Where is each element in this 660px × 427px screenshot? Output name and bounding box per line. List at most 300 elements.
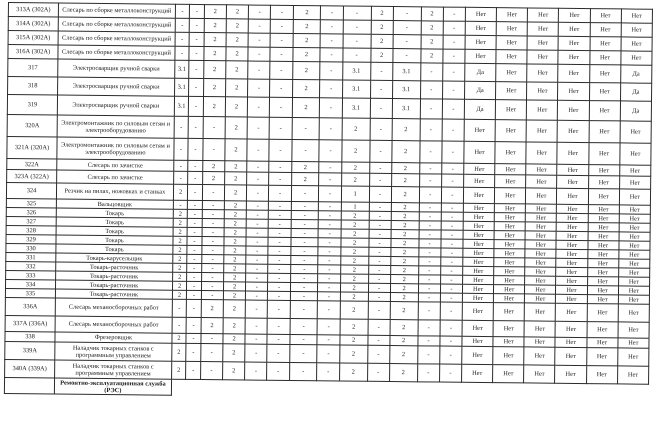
guarantee-cell: Нет xyxy=(464,174,495,187)
row-occupation: Слесарь по сборке металлоконструкций xyxy=(58,45,175,60)
factor-class-cell: - xyxy=(441,203,463,212)
factor-class-cell: - xyxy=(418,302,440,320)
factor-class-cell: - xyxy=(289,344,317,362)
guarantee-cell: Нет xyxy=(525,222,556,231)
factor-class-cell: 2 xyxy=(204,5,226,19)
factor-class-cell: - xyxy=(290,255,318,264)
factor-class-cell: - xyxy=(319,211,341,220)
guarantee-cell: Нет xyxy=(462,320,493,336)
factor-class-cell: - xyxy=(420,81,442,99)
factor-class-cell: - xyxy=(440,293,462,302)
guarantee-cell: Нет xyxy=(618,304,649,322)
factor-class-cell: 2 xyxy=(172,281,187,290)
row-code: 323А (322А) xyxy=(7,169,57,183)
factor-class-cell: 2 xyxy=(204,47,226,61)
factor-class-cell: - xyxy=(290,318,318,334)
factor-class-cell: - xyxy=(270,117,292,139)
row-occupation: Токарь xyxy=(56,244,173,254)
factor-class-cell: 2 xyxy=(226,19,248,33)
factor-class-cell: - xyxy=(369,220,391,229)
row-code: 328 xyxy=(6,225,56,235)
factor-class-cell: - xyxy=(187,218,202,227)
guarantee-cell: Нет xyxy=(526,142,557,164)
factor-class-cell: 2 xyxy=(371,6,393,20)
factor-class-cell: - xyxy=(319,186,341,202)
guarantee-cell: Нет xyxy=(588,189,619,205)
row-code: 316А (302А) xyxy=(8,45,58,60)
factor-class-cell: - xyxy=(368,256,390,265)
factor-class-cell: - xyxy=(368,247,390,256)
factor-class-cell: 2 xyxy=(341,173,369,186)
guarantee-cell: Нет xyxy=(619,250,650,259)
factor-class-cell: 2 xyxy=(390,302,418,320)
guarantee-cell: Нет xyxy=(462,284,493,293)
guarantee-cell: Нет xyxy=(621,9,652,23)
guarantee-cell: Нет xyxy=(555,337,586,347)
guarantee-cell: Нет xyxy=(557,188,588,204)
factor-class-cell: 2 xyxy=(390,275,418,284)
factor-class-cell: - xyxy=(246,264,268,273)
factor-class-cell: - xyxy=(267,318,289,334)
factor-class-cell: 2 xyxy=(390,257,418,266)
guarantee-cell: Нет xyxy=(494,258,525,267)
factor-class-cell: - xyxy=(267,362,289,380)
factor-class-cell: - xyxy=(419,230,441,239)
factor-class-cell: - xyxy=(441,187,463,203)
guarantee-cell: Нет xyxy=(527,50,558,64)
factor-class-cell: 2 xyxy=(225,97,247,117)
factor-class-cell: - xyxy=(290,273,318,282)
factor-class-cell: - xyxy=(317,345,339,363)
factor-class-cell: - xyxy=(291,219,319,228)
factor-class-cell: - xyxy=(202,219,224,228)
factor-class-cell: - xyxy=(441,239,463,248)
factor-class-cell: 2 xyxy=(224,228,246,237)
factor-class-cell: 2 xyxy=(173,254,188,263)
factor-class-cell: - xyxy=(318,238,340,247)
factor-class-cell: - xyxy=(368,265,390,274)
factor-class-cell: - xyxy=(270,47,292,61)
guarantee-cell: Нет xyxy=(618,268,649,277)
factor-class-cell: - xyxy=(440,302,462,320)
factor-class-cell: 2 xyxy=(224,219,246,228)
row-code: 336А xyxy=(5,297,55,316)
factor-class-cell: 2 xyxy=(226,33,248,47)
guarantee-cell: Нет xyxy=(525,231,556,240)
guarantee-cell: Нет xyxy=(462,346,493,364)
factor-class-cell: - xyxy=(318,301,340,319)
factor-class-cell: - xyxy=(368,283,390,292)
factor-class-cell: - xyxy=(343,20,371,34)
row-code: 330 xyxy=(6,243,56,253)
factor-class-cell: - xyxy=(318,274,340,283)
guarantee-cell: Нет xyxy=(462,336,493,346)
guarantee-cell: Нет xyxy=(495,142,526,164)
factor-class-cell: 2 xyxy=(390,320,418,336)
guarantee-cell: Нет xyxy=(557,120,588,142)
guarantee-cell: Нет xyxy=(524,347,555,365)
factor-class-cell: 2 xyxy=(292,79,320,97)
guarantee-cell: Да xyxy=(465,81,496,99)
factor-class-cell: - xyxy=(175,18,190,32)
factor-class-cell: - xyxy=(443,49,465,63)
guarantee-cell: Нет xyxy=(464,163,495,174)
guarantee-cell: Нет xyxy=(620,143,652,165)
factor-class-cell: - xyxy=(247,172,269,185)
guarantee-cell: Нет xyxy=(527,36,558,50)
guarantee-cell: Нет xyxy=(496,50,527,64)
row-code: 317 xyxy=(8,59,58,78)
factor-class-cell: - xyxy=(441,212,463,221)
factor-class-cell: 3.1 xyxy=(392,63,420,81)
row-code: 318 xyxy=(8,77,58,96)
guarantee-cell: Нет xyxy=(464,141,495,163)
factor-class-cell: - xyxy=(247,185,269,201)
guarantee-cell: Нет xyxy=(463,212,494,221)
factor-class-cell: 3.1 xyxy=(342,80,370,98)
factor-class-cell: 2 xyxy=(370,48,392,62)
factor-class-cell: 2 xyxy=(341,220,369,229)
guarantee-cell: Нет xyxy=(617,348,648,366)
factor-class-cell: - xyxy=(321,34,343,48)
guarantee-cell: Нет xyxy=(556,276,587,285)
factor-class-cell: - xyxy=(320,80,342,98)
row-occupation: Токарь xyxy=(56,217,173,227)
factor-class-cell: - xyxy=(439,364,461,382)
guarantee-cell: Нет xyxy=(494,204,525,213)
guarantee-cell: Нет xyxy=(588,205,619,214)
factor-class-cell: 3.1 xyxy=(174,78,189,96)
factor-class-cell: - xyxy=(442,119,464,141)
row-occupation: Слесарь по зачистке xyxy=(57,170,174,184)
row-code: 325 xyxy=(6,198,56,208)
factor-class-cell: 2 xyxy=(421,35,443,49)
factor-class-cell: 2 xyxy=(391,212,419,221)
factor-class-cell: - xyxy=(202,237,224,246)
factor-class-cell: - xyxy=(188,160,203,171)
guarantee-cell: Нет xyxy=(588,232,619,241)
factor-class-cell: 2 xyxy=(203,97,225,117)
row-code: 338 xyxy=(5,331,55,342)
factor-class-cell: - xyxy=(441,163,463,174)
factor-class-cell: 2 xyxy=(342,118,370,140)
guarantee-cell: Нет xyxy=(587,286,618,295)
factor-class-cell: - xyxy=(419,221,441,230)
factor-class-cell: - xyxy=(187,236,202,245)
guarantee-cell: Нет xyxy=(496,8,527,22)
factor-class-cell: - xyxy=(318,247,340,256)
guarantee-cell: Нет xyxy=(496,22,527,36)
guarantee-cell: Нет xyxy=(588,223,619,232)
guarantee-cell: Нет xyxy=(463,239,494,248)
factor-class-cell: 2 xyxy=(173,209,188,218)
factor-class-cell: - xyxy=(319,202,341,211)
factor-class-cell: 2 xyxy=(225,139,247,161)
guarantee-cell: Нет xyxy=(527,64,558,82)
factor-class-cell: - xyxy=(370,98,392,118)
factor-class-cell: - xyxy=(319,162,341,173)
guarantee-cell: Нет xyxy=(496,36,527,50)
factor-class-cell: 2 xyxy=(391,163,419,174)
row-occupation: Слесарь по сборке металлоконструкций xyxy=(58,3,175,18)
factor-class-cell: - xyxy=(291,237,319,246)
factor-class-cell: - xyxy=(186,361,201,379)
factor-class-cell: - xyxy=(187,290,202,299)
factor-class-cell: - xyxy=(393,7,421,21)
row-occupation: Электросварщик ручной сварки xyxy=(57,95,174,116)
guarantee-cell: Нет xyxy=(556,267,587,276)
guarantee-cell: Нет xyxy=(462,364,493,382)
factor-class-cell: 2 xyxy=(224,201,246,210)
factor-class-cell: - xyxy=(201,282,223,291)
factor-class-cell: - xyxy=(439,346,461,364)
factor-class-cell: - xyxy=(418,275,440,284)
factor-class-cell: - xyxy=(245,344,267,362)
row-occupation: Токарь-расточник xyxy=(56,280,173,290)
guarantee-cell: Нет xyxy=(556,249,587,258)
factor-class-cell: 2 xyxy=(341,238,369,247)
factor-class-cell: - xyxy=(290,282,318,291)
factor-class-cell: - xyxy=(246,219,268,228)
guarantee-cell: Нет xyxy=(526,120,557,142)
guarantee-cell: Нет xyxy=(527,82,558,100)
factor-class-cell: 2 xyxy=(224,246,246,255)
factor-class-cell: - xyxy=(175,46,190,60)
row-occupation: Токарь xyxy=(56,208,173,218)
factor-class-cell: - xyxy=(187,272,202,281)
factor-class-cell: - xyxy=(247,139,269,161)
row-occupation: Слесарь механосборочных работ xyxy=(55,316,172,333)
factor-class-cell: 2 xyxy=(204,19,226,33)
factor-class-cell: - xyxy=(419,203,441,212)
factor-class-cell: - xyxy=(186,333,201,343)
guarantee-cell: Нет xyxy=(495,100,526,120)
guarantee-cell: Нет xyxy=(587,268,618,277)
guarantee-cell: Нет xyxy=(589,83,620,101)
factor-class-cell: - xyxy=(417,346,439,364)
factor-class-cell: - xyxy=(203,139,225,161)
factor-class-cell: 2 xyxy=(226,47,248,61)
factor-class-cell: - xyxy=(245,318,267,334)
table-body xyxy=(4,3,652,401)
factor-class-cell: - xyxy=(269,161,291,172)
factor-class-cell: - xyxy=(269,185,291,201)
factor-class-cell: - xyxy=(319,229,341,238)
factor-class-cell: 2 xyxy=(226,61,248,79)
row-code: 313А (302А) xyxy=(8,3,58,18)
factor-class-cell: - xyxy=(202,255,224,264)
factor-class-cell: - xyxy=(269,219,291,228)
guarantee-cell: Нет xyxy=(559,22,590,36)
factor-class-cell: 2 xyxy=(340,283,368,292)
factor-class-cell: - xyxy=(186,317,201,333)
factor-class-cell: 2 xyxy=(340,292,368,301)
factor-class-cell: - xyxy=(440,275,462,284)
guarantee-cell: Нет xyxy=(463,221,494,230)
guarantee-cell: Нет xyxy=(590,23,621,37)
factor-class-cell: 2 xyxy=(391,174,419,187)
factor-class-cell: 2 xyxy=(391,203,419,212)
guarantee-cell: Нет xyxy=(494,276,525,285)
factor-class-cell: 3.1 xyxy=(174,96,189,116)
factor-class-cell: - xyxy=(249,5,271,19)
guarantee-cell: Нет xyxy=(588,241,619,250)
factor-class-cell: - xyxy=(291,185,319,201)
factor-class-cell: - xyxy=(245,334,267,344)
factor-class-cell: - xyxy=(441,221,463,230)
factor-class-cell: 2 xyxy=(340,265,368,274)
guarantee-cell: Нет xyxy=(558,50,589,64)
guarantee-cell: Нет xyxy=(493,321,524,337)
guarantee-cell: Нет xyxy=(494,249,525,258)
guarantee-cell: Нет xyxy=(587,259,618,268)
factor-class-cell: - xyxy=(290,264,318,273)
guarantee-cell: Нет xyxy=(619,176,650,189)
guarantee-cell: Нет xyxy=(619,223,650,232)
guarantee-cell: Нет xyxy=(494,240,525,249)
factor-class-cell: 2 xyxy=(224,264,246,273)
guarantee-cell: Нет xyxy=(494,294,525,303)
factor-class-cell: - xyxy=(187,263,202,272)
guarantee-cell: Нет xyxy=(557,164,588,175)
factor-class-cell: - xyxy=(367,345,389,363)
guarantee-cell: Нет xyxy=(524,321,555,337)
guarantee-cell: Нет xyxy=(589,51,620,65)
row-code: 331 xyxy=(6,252,56,262)
factor-class-cell: - xyxy=(202,228,224,237)
row-occupation: Токарь xyxy=(56,226,173,236)
guarantee-cell: Нет xyxy=(586,366,617,384)
row-occupation: Токарь-расточник xyxy=(56,271,173,281)
factor-class-cell: - xyxy=(442,99,464,119)
factor-class-cell: - xyxy=(369,229,391,238)
factor-class-cell: - xyxy=(187,245,202,254)
row-code: 329 xyxy=(6,234,56,244)
factor-class-cell: - xyxy=(319,173,341,186)
factor-class-cell: 2 xyxy=(201,318,223,334)
factor-class-cell: 2 xyxy=(173,227,188,236)
guarantee-cell: Нет xyxy=(587,322,618,338)
factor-class-cell: 2 xyxy=(339,363,367,381)
guarantee-cell: Нет xyxy=(493,347,524,365)
factor-class-cell: - xyxy=(269,172,291,185)
factor-class-cell: - xyxy=(318,319,340,335)
guarantee-cell: Нет xyxy=(558,64,589,82)
factor-class-cell: 2 xyxy=(340,256,368,265)
factor-class-cell: - xyxy=(267,344,289,362)
factor-class-cell: - xyxy=(246,210,268,219)
row-occupation: Слесарь по зачистке xyxy=(57,159,174,171)
factor-class-cell: 2 xyxy=(391,248,419,257)
guarantee-cell: Нет xyxy=(493,337,524,347)
factor-class-cell: 2 xyxy=(223,318,245,334)
factor-class-cell: - xyxy=(442,63,464,81)
row-code: 337А (336А) xyxy=(5,315,55,332)
factor-class-cell: - xyxy=(187,281,202,290)
factor-class-cell: - xyxy=(268,264,290,273)
factor-class-cell: - xyxy=(369,186,391,202)
factor-class-cell: - xyxy=(270,97,292,117)
guarantee-cell: Нет xyxy=(587,304,618,322)
factor-class-cell: - xyxy=(291,228,319,237)
factor-class-cell: - xyxy=(188,171,203,184)
row-occupation: Наладчик токарных станков с программным управлением xyxy=(55,360,172,379)
factor-class-cell: - xyxy=(290,291,318,300)
factor-class-cell: 2 xyxy=(203,79,225,97)
factor-class-cell: - xyxy=(321,6,343,20)
guarantee-cell: Нет xyxy=(495,175,526,188)
guarantee-cell: Нет xyxy=(589,65,620,83)
guarantee-cell: Нет xyxy=(590,9,621,23)
row-code: 314А (302А) xyxy=(8,17,58,32)
factor-class-cell: - xyxy=(188,184,203,200)
guarantee-cell: Нет xyxy=(494,222,525,231)
guarantee-cell: Нет xyxy=(525,267,556,276)
factor-class-cell: - xyxy=(320,98,342,118)
guarantee-cell: Нет xyxy=(464,119,495,141)
factor-class-cell: - xyxy=(367,363,389,381)
factor-class-cell: 2 xyxy=(172,290,187,299)
guarantee-cell: Нет xyxy=(617,366,648,384)
factor-class-cell: 3.1 xyxy=(342,98,370,118)
factor-class-cell: - xyxy=(270,61,292,79)
row-occupation: Электромонтажник по силовым сетям и электрооборудованию xyxy=(57,137,174,160)
factor-class-cell: 2 xyxy=(421,21,443,35)
guarantee-cell: Нет xyxy=(556,231,587,240)
guarantee-cell: Нет xyxy=(618,286,649,295)
guarantee-cell: Нет xyxy=(465,21,496,35)
factor-class-cell: - xyxy=(321,20,343,34)
factor-class-cell: 2 xyxy=(225,79,247,97)
factor-class-cell: - xyxy=(269,201,291,210)
factor-class-cell: 2 xyxy=(292,61,320,79)
guarantee-cell: Нет xyxy=(619,189,650,205)
factor-class-cell: - xyxy=(369,173,391,186)
row-occupation: Токарь xyxy=(56,235,173,245)
factor-class-cell: 2 xyxy=(293,47,321,61)
factor-class-cell: - xyxy=(418,320,440,336)
guarantee-cell: Нет xyxy=(494,213,525,222)
factor-class-cell: 2 xyxy=(173,236,188,245)
factor-class-cell: - xyxy=(246,255,268,264)
guarantee-cell: Нет xyxy=(465,35,496,49)
guarantee-cell: Нет xyxy=(527,100,558,120)
factor-class-cell: - xyxy=(370,80,392,98)
factor-class-cell: - xyxy=(269,139,291,161)
factor-class-cell: 1 xyxy=(341,186,369,202)
guarantee-cell: Нет xyxy=(587,295,618,304)
guarantee-cell: Нет xyxy=(556,240,587,249)
guarantee-cell: Нет xyxy=(619,214,650,223)
factor-class-cell: 2 xyxy=(291,161,319,172)
guarantee-cell: Нет xyxy=(621,51,652,65)
factor-class-cell: - xyxy=(440,284,462,293)
row-occupation: Электросварщик ручной сварки xyxy=(58,77,175,96)
factor-class-cell: - xyxy=(419,141,441,163)
factor-class-cell: - xyxy=(441,174,463,187)
factor-class-cell: 2 xyxy=(173,184,188,200)
factor-class-cell: 2 xyxy=(223,291,245,300)
guarantee-cell: Да xyxy=(620,83,651,101)
guarantee-cell: Нет xyxy=(463,203,494,212)
factor-class-cell: - xyxy=(246,282,268,291)
factor-class-cell: - xyxy=(320,118,342,140)
factor-class-cell: - xyxy=(418,239,440,248)
factor-class-cell: - xyxy=(419,174,441,187)
row-occupation: Наладчик токарных станков с программным управлением xyxy=(55,342,172,361)
guarantee-cell: Нет xyxy=(618,277,649,286)
factor-class-cell: - xyxy=(368,274,390,283)
